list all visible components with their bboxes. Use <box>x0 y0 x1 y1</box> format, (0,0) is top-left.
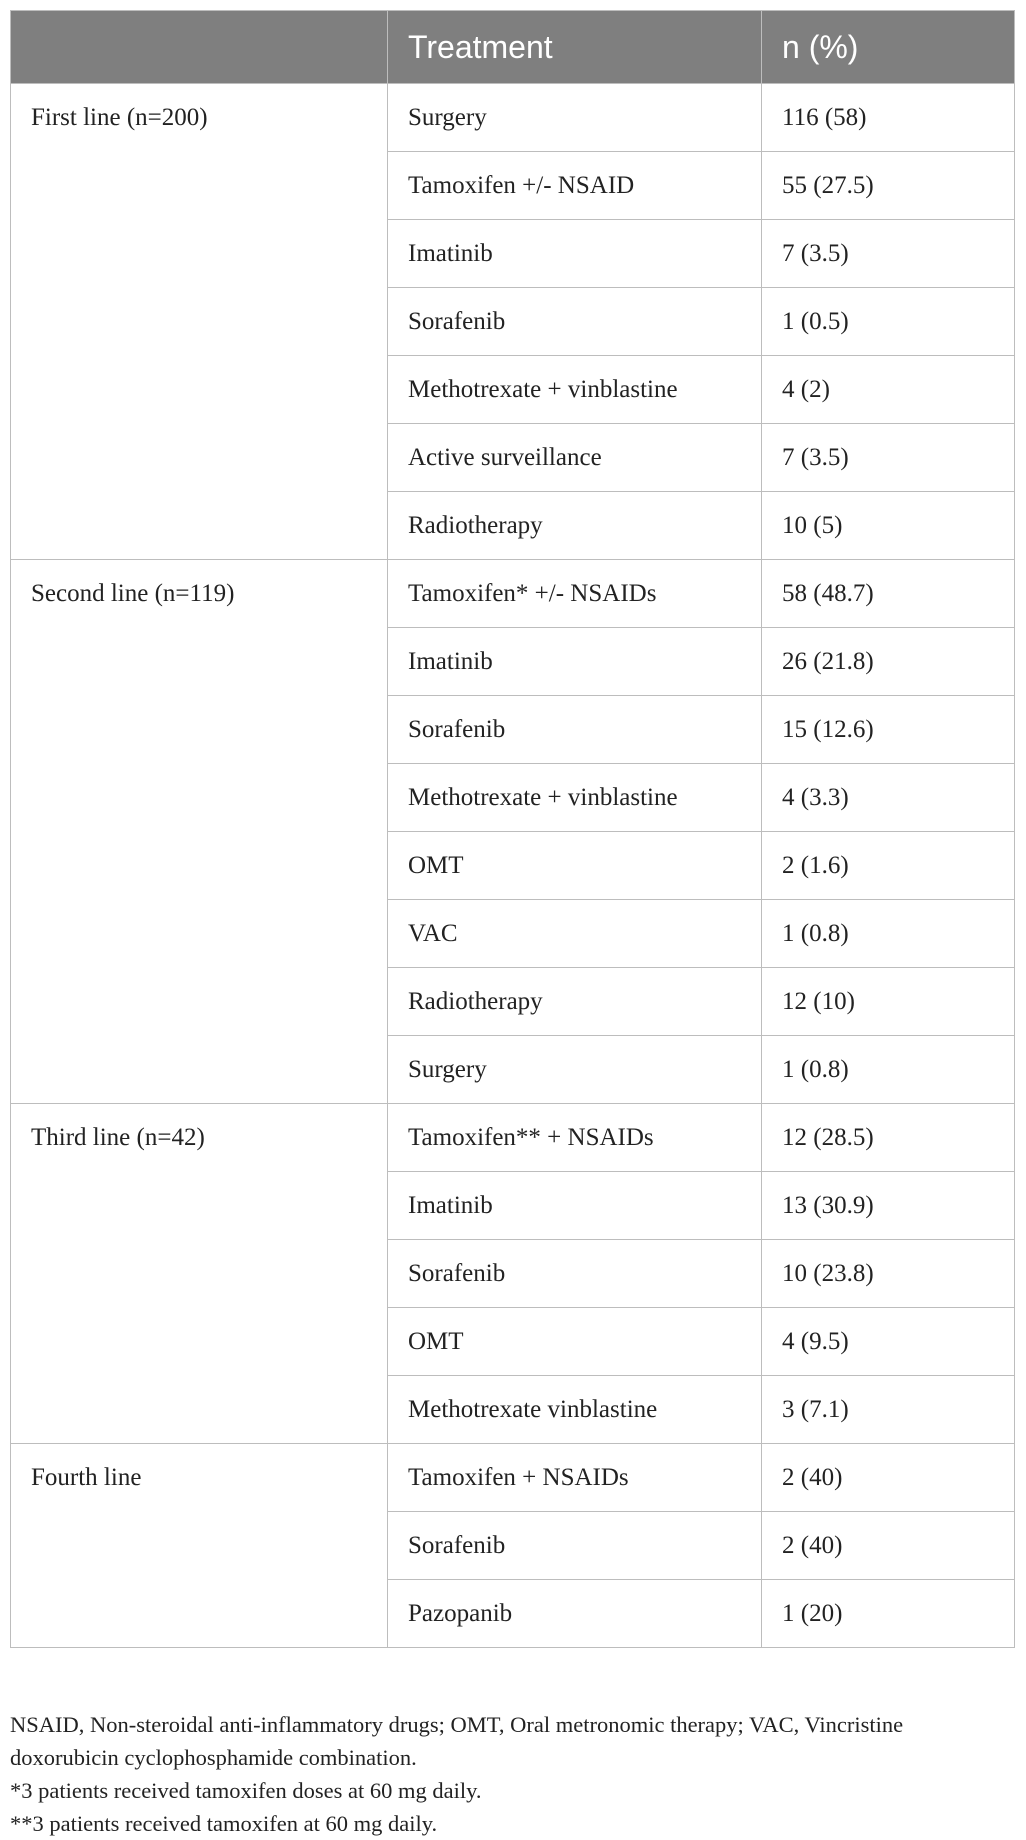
treatment-line-label: Third line (n=42) <box>11 1104 388 1444</box>
count-percent-cell: 15 (12.6) <box>762 696 1015 764</box>
treatment-cell: Sorafenib <box>388 696 762 764</box>
count-percent-cell: 4 (9.5) <box>762 1308 1015 1376</box>
treatment-line-label: Fourth line <box>11 1444 388 1648</box>
count-percent-cell: 7 (3.5) <box>762 424 1015 492</box>
count-percent-cell: 1 (20) <box>762 1580 1015 1648</box>
footnote-double-asterisk: **3 patients received tamoxifen at 60 mg daily. <box>10 1811 438 1836</box>
footnote-abbreviations: NSAID, Non-steroidal anti-inflammatory drugs; OMT, Oral metronomic therapy; VAC, Vincristine doxorubicin cyclophosphamide combination. <box>10 1712 904 1770</box>
table-footnotes <box>10 1708 1014 1840</box>
treatment-cell: OMT <box>388 832 762 900</box>
treatment-line-label: First line (n=200) <box>11 84 388 560</box>
treatment-table <box>10 10 1015 1648</box>
treatment-cell: Active surveillance <box>388 424 762 492</box>
count-percent-cell: 4 (3.3) <box>762 764 1015 832</box>
count-percent-cell: 7 (3.5) <box>762 220 1015 288</box>
count-percent-cell: 4 (2) <box>762 356 1015 424</box>
treatment-cell: Pazopanib <box>388 1580 762 1648</box>
table-row <box>11 1444 1015 1512</box>
treatment-cell: Radiotherapy <box>388 968 762 1036</box>
count-percent-cell: 2 (40) <box>762 1444 1015 1512</box>
count-percent-cell: 1 (0.8) <box>762 900 1015 968</box>
treatment-cell: Sorafenib <box>388 288 762 356</box>
table-row <box>11 1104 1015 1172</box>
count-percent-cell: 12 (28.5) <box>762 1104 1015 1172</box>
header-line <box>11 11 388 84</box>
header-n-percent: n (%) <box>762 11 1015 84</box>
table-header <box>11 11 1015 84</box>
header-row <box>11 11 1015 84</box>
count-percent-cell: 13 (30.9) <box>762 1172 1015 1240</box>
treatment-cell: Radiotherapy <box>388 492 762 560</box>
treatment-line-label: Second line (n=119) <box>11 560 388 1104</box>
treatment-cell: Imatinib <box>388 220 762 288</box>
count-percent-cell: 12 (10) <box>762 968 1015 1036</box>
treatment-cell: Tamoxifen +/- NSAID <box>388 152 762 220</box>
treatment-cell: Surgery <box>388 1036 762 1104</box>
header-treatment: Treatment <box>388 11 762 84</box>
count-percent-cell: 116 (58) <box>762 84 1015 152</box>
treatment-cell: VAC <box>388 900 762 968</box>
treatment-cell: Tamoxifen + NSAIDs <box>388 1444 762 1512</box>
table-row <box>11 560 1015 628</box>
count-percent-cell: 1 (0.5) <box>762 288 1015 356</box>
footnote-single-asterisk: *3 patients received tamoxifen doses at 60 mg daily. <box>10 1778 482 1803</box>
count-percent-cell: 10 (23.8) <box>762 1240 1015 1308</box>
count-percent-cell: 58 (48.7) <box>762 560 1015 628</box>
treatment-cell: Sorafenib <box>388 1512 762 1580</box>
treatment-cell: Methotrexate vinblastine <box>388 1376 762 1444</box>
treatment-cell: Methotrexate + vinblastine <box>388 764 762 832</box>
count-percent-cell: 55 (27.5) <box>762 152 1015 220</box>
count-percent-cell: 2 (40) <box>762 1512 1015 1580</box>
table-row <box>11 84 1015 152</box>
treatment-cell: Tamoxifen* +/- NSAIDs <box>388 560 762 628</box>
count-percent-cell: 26 (21.8) <box>762 628 1015 696</box>
count-percent-cell: 3 (7.1) <box>762 1376 1015 1444</box>
treatment-cell: OMT <box>388 1308 762 1376</box>
treatment-cell: Surgery <box>388 84 762 152</box>
treatment-cell: Imatinib <box>388 1172 762 1240</box>
table-body <box>11 84 1015 1648</box>
count-percent-cell: 2 (1.6) <box>762 832 1015 900</box>
treatment-table-container <box>10 10 1014 1648</box>
count-percent-cell: 1 (0.8) <box>762 1036 1015 1104</box>
treatment-cell: Imatinib <box>388 628 762 696</box>
treatment-cell: Methotrexate + vinblastine <box>388 356 762 424</box>
treatment-cell: Sorafenib <box>388 1240 762 1308</box>
count-percent-cell: 10 (5) <box>762 492 1015 560</box>
treatment-cell: Tamoxifen** + NSAIDs <box>388 1104 762 1172</box>
